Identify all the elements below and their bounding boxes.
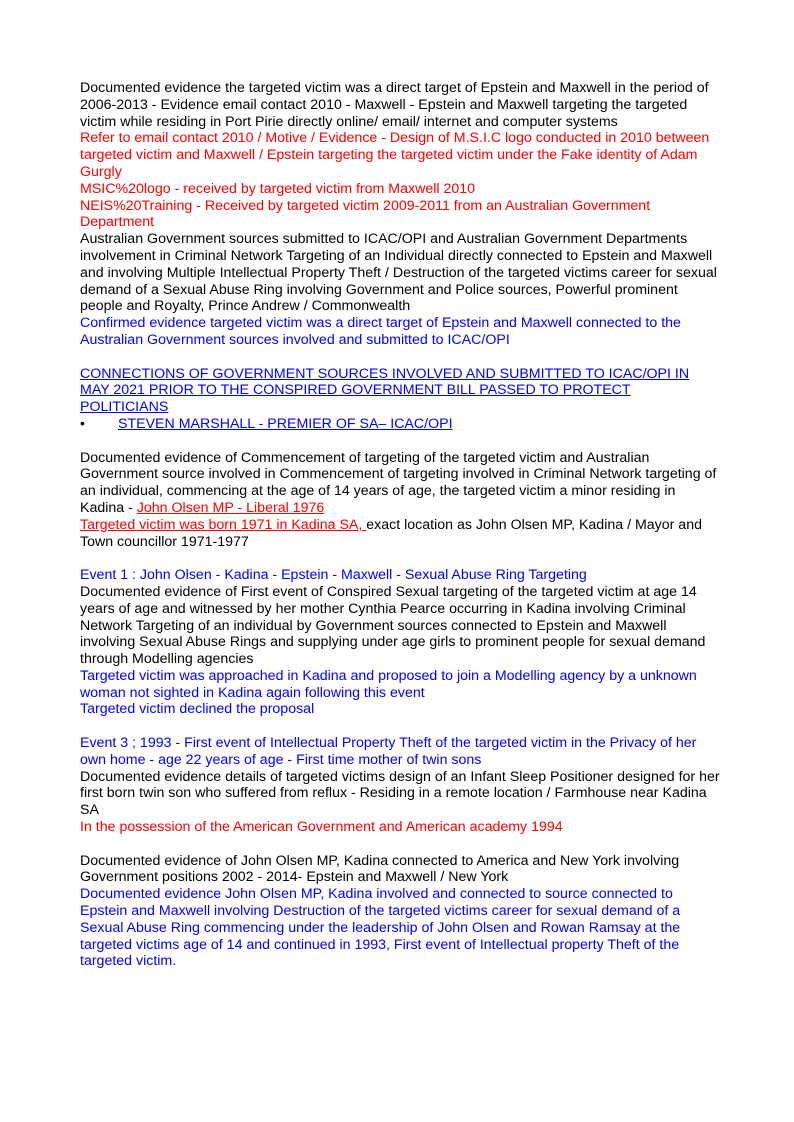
paragraph-olsen-involvement: Documented evidence John Olsen MP, Kadina involved and connected to source connected to Epstein and Maxwell involving Destruction of the targeted victims career for sexual demand of a Sexual Abuse Ring commencing under the leadership of John Olsen and Rowan Ramsay at the targeted victims age of 14 and continued in 1993, First event of Intellectual property Theft of the targeted victim.	[80, 886, 681, 970]
section-event-1	[80, 567, 720, 718]
link-john-olsen-1976[interactable]: John Olsen MP - Liberal 1976	[136, 499, 325, 516]
paragraph-direct-target: Documented evidence the targeted victim was a direct target of Epstein and Maxwell in the period of 2006-2013 - Evidence email contact 2010 - Maxwell - Epstein and Maxwell targeting the targeted victim while residing in Port Pirie directly online/ email/ internet and computer systems	[80, 80, 709, 130]
paragraph-email-contact-reference: Refer to email contact 2010 / Motive / Evidence - Design of M.S.I.C logo conducted in 2010 between targeted victim and Maxwell / Epstein targeting the targeted victim under the Fake identity of Adam Gurgly	[80, 130, 710, 180]
bullet-item-steven-marshall	[80, 416, 720, 433]
paragraph-event-1-evidence: Documented evidence of First event of Conspired Sexual targeting of the targeted victim at age 14 years of age and witnessed by her mother Cynthia Pearce occurring in Kadina involving Criminal Network Targeting of an individual by Government sources connected to Epstein and Maxwell involving Sexual Abuse Rings and supplying under age girls to prominent people for sexual demand through Modelling agencies	[80, 583, 706, 668]
heading-government-connections-link[interactable]: CONNECTIONS OF GOVERNMENT SOURCES INVOLVED AND SUBMITTED TO ICAC/OPI IN MAY 2021 PRIOR TO THE CONSPIRED GOVERNMENT BILL PASSED TO PROTECT POLITICIANS	[80, 365, 690, 416]
paragraph-olsen-new-york: Documented evidence of John Olsen MP, Kadina connected to America and New York involving Government positions 2002 - 2014- Epstein and Maxwell / New York	[80, 852, 680, 886]
section-government-connections	[80, 366, 720, 433]
paragraph-neis-training: NEIS%20Training - Received by targeted victim 2009-2011 from an Australian Government Department	[80, 197, 651, 231]
commencement-text: Documented evidence of Commencement of targeting of the targeted victim and Australian Government source involved in Commencement of targeting involved in Criminal Network targeting of an individual, commencing at the age of 14 years of age, the targeted victim a minor residing in Kadina -	[80, 449, 717, 516]
bullet-dot: •	[80, 415, 85, 432]
paragraph-modelling-approach: Targeted victim was approached in Kadina and proposed to join a Modelling agency by a unknown woman not sighted in Kadina again following this event	[80, 667, 697, 701]
document-page	[80, 80, 720, 970]
section-commencement	[80, 450, 720, 551]
paragraph-sleep-positioner: Documented evidence details of targeted victims design of an Infant Sleep Positioner designed for her first born twin son who suffered from reflux - Residing in a remote location / Farmhouse near Kadina SA	[80, 768, 720, 819]
section-john-olsen-america	[80, 853, 720, 971]
paragraph-confirmed-evidence: Confirmed evidence targeted victim was a direct target of Epstein and Maxwell connected to the Australian Government sources involved and submitted to ICAC/OPI	[80, 315, 681, 348]
link-steven-marshall[interactable]: STEVEN MARSHALL - PREMIER OF SA– ICAC/OPI	[118, 415, 453, 432]
paragraph-declined-proposal: Targeted victim declined the proposal	[80, 701, 315, 718]
paragraph-born-kadina	[80, 517, 720, 551]
paragraph-government-sources: Australian Government sources submitted to ICAC/OPI and Australian Government Departments involvement in Criminal Network Targeting of an Individual directly connected to Epstein and Maxwell and involving Multiple Intellectual Property Theft / Destruction of the targeted victims career for sexual demand of a Sexual Abuse Ring involving Government and Police sources, Powerful prominent people and Royalty, Prince Andrew / Commonwealth	[80, 231, 717, 315]
paragraph-msic-logo: MSIC%20logo - received by targeted victim from Maxwell 2010	[80, 180, 476, 197]
link-born-kadina[interactable]: Targeted victim was born 1971 in Kadina SA,	[80, 516, 367, 533]
event-3-title: Event 3 ; 1993 - First event of Intellectual Property Theft of the targeted victim in the Privacy of her own home - age 22 years of age - First time mother of twin sons	[80, 735, 697, 768]
paragraph-commencement	[80, 450, 720, 517]
section-event-3	[80, 735, 720, 836]
section-epstein-maxwell-evidence	[80, 80, 720, 349]
born-kadina-text: exact location as John Olsen MP, Kadina / Mayor and Town councillor 1971-1977	[80, 516, 702, 550]
paragraph-american-possession: In the possession of the American Government and American academy 1994	[80, 819, 563, 836]
event-1-title: Event 1 : John Olsen - Kadina - Epstein - Maxwell - Sexual Abuse Ring Targeting	[80, 567, 587, 584]
